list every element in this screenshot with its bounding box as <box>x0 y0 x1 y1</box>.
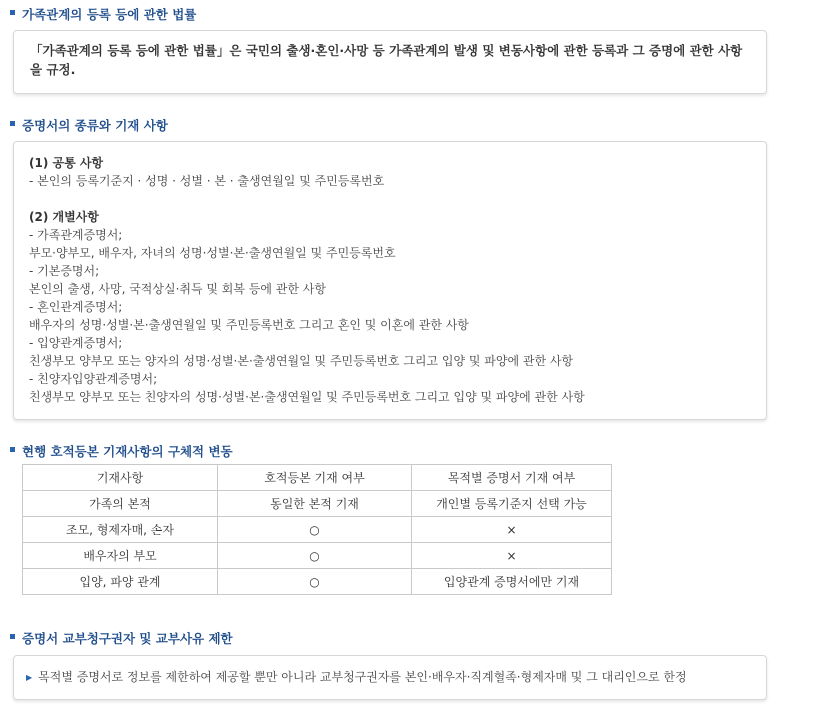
detail-line: 친생부모 양부모 또는 친양자의 성명·성별·본·출생연월일 및 주민등록번호 그리고 입양 및 파양에 관한 사항 <box>29 390 585 404</box>
issuance-text: 목적별 증명서로 정보를 제한하여 제공할 뿐만 아니라 교부청구권자를 본인·배우자·직계혈족·형제자매 및 그 대리인으로 한정 <box>38 670 687 684</box>
section-title-text: 현행 호적등본 기재사항의 구체적 변동 <box>22 444 233 459</box>
section-title-issuance-limits <box>10 630 233 648</box>
intro-box <box>13 30 767 94</box>
table-cell: × <box>412 517 612 543</box>
square-bullet-icon <box>10 10 15 15</box>
detail-line: - 가족관계증명서; <box>29 228 123 242</box>
detail-line: 본인의 출생, 사망, 국적상실·취득 및 회복 등에 관한 사항 <box>29 282 326 296</box>
table-row <box>23 517 612 543</box>
blank-line <box>29 190 752 208</box>
table-header-row <box>23 465 612 491</box>
table-cell: 입양관계 증명서에만 기재 <box>412 569 612 595</box>
table-row <box>23 491 612 517</box>
issuance-box <box>13 655 767 700</box>
table-cell: 조모, 형제자매, 손자 <box>23 517 218 543</box>
detail-line: 친생부모 양부모 또는 양자의 성명·성별·본·출생연월일 및 주민등록번호 그리고 입양 및 파양에 관한 사항 <box>29 354 574 368</box>
table-cell: 호적등본 기재 여부 <box>218 465 412 491</box>
detail-line: - 기본증명서; <box>29 264 100 278</box>
table-cell: 가족의 본적 <box>23 491 218 517</box>
table-cell: 목적별 증명서 기재 여부 <box>412 465 612 491</box>
detail-line: 배우자의 성명·성별·본·출생연월일 및 주민등록번호 그리고 혼인 및 이혼에 관한 사항 <box>29 318 469 332</box>
individual-items-heading: (2) 개별사항 <box>29 210 99 224</box>
square-bullet-icon <box>10 634 15 639</box>
section-title-changes <box>10 443 233 461</box>
certificate-details-box <box>13 141 767 420</box>
arrow-bullet-icon: ▶ <box>26 673 33 682</box>
comparison-table <box>22 464 612 595</box>
square-bullet-icon <box>10 121 15 126</box>
square-bullet-icon <box>10 447 15 452</box>
section-title-family-law <box>10 6 196 24</box>
table-row <box>23 569 612 595</box>
table-cell: 기재사항 <box>23 465 218 491</box>
section-title-text: 증명서 교부청구권자 및 교부사유 제한 <box>22 631 233 646</box>
table-cell: 배우자의 부모 <box>23 543 218 569</box>
table-cell: 입양, 파양 관계 <box>23 569 218 595</box>
table-cell: ○ <box>218 543 412 569</box>
detail-line: - 친양자입양관계증명서; <box>29 372 158 386</box>
table-cell: ○ <box>218 517 412 543</box>
detail-line: - 혼인관계증명서; <box>29 300 123 314</box>
section-title-text: 증명서의 종류와 기재 사항 <box>22 118 168 133</box>
table-cell: 개인별 등록기준지 선택 가능 <box>412 491 612 517</box>
detail-line: - 본인의 등록기준지 · 성명 · 성별 · 본 · 출생연월일 및 주민등록번호 <box>29 174 385 188</box>
issuance-line <box>14 656 766 687</box>
section-title-text: 가족관계의 등록 등에 관한 법률 <box>22 7 197 22</box>
detail-line: 부모·양부모, 배우자, 자녀의 성명·성별·본·출생연월일 및 주민등록번호 <box>29 246 396 260</box>
detail-line: - 입양관계증명서; <box>29 336 123 350</box>
certificate-details-lines <box>14 142 766 406</box>
table-row <box>23 543 612 569</box>
table-cell: ○ <box>218 569 412 595</box>
intro-text: 「가족관계의 등록 등에 관한 법률」은 국민의 출생·혼인·사망 등 가족관계의 발생 및 변동사항에 관한 등록과 그 증명에 관한 사항을 규정. <box>30 43 743 77</box>
table-cell: × <box>412 543 612 569</box>
table-cell: 동일한 본적 기재 <box>218 491 412 517</box>
common-items-heading: (1) 공통 사항 <box>29 156 104 170</box>
section-title-certificate-types <box>10 117 168 135</box>
